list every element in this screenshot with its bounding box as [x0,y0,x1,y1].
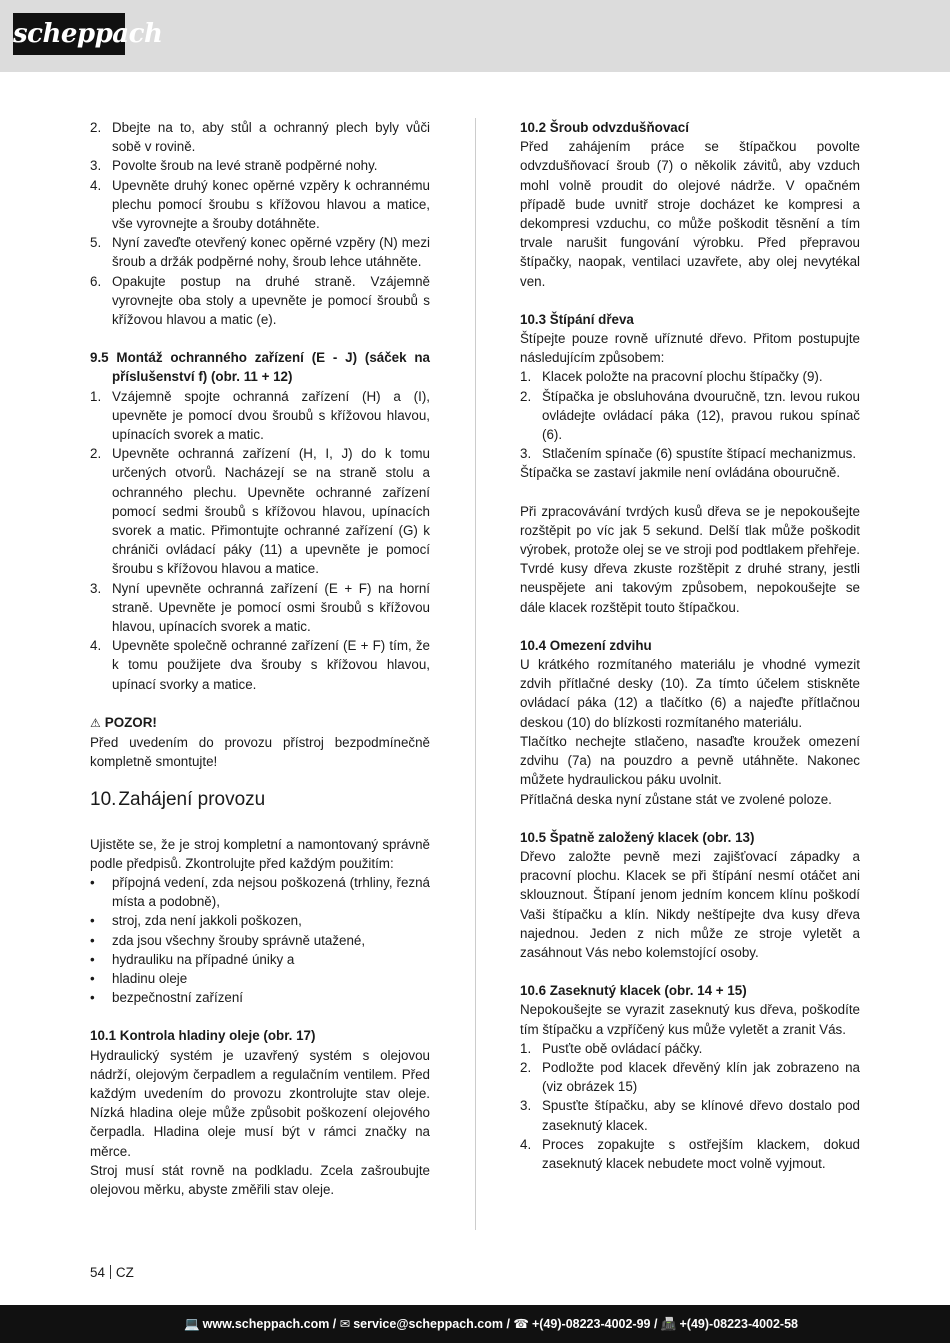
guard-assembly-list [90,387,430,694]
paragraph: Tlačítko nechejte stlačeno, nasaďte kroužek omezení zdvihu (7a) na pouzdro a pevně utáhněte. Nakonec můžete hydraulickou páku uvolnit. [520,733,860,788]
warning-text: Před uvedením do provozu přístroj bezpodmínečně kompletně smontujte! [90,735,430,770]
paragraph: Při zpracovávání tvrdých kusů dřeva se je nepokoušejte rozštěpit po víc jak 5 sekund. Delší tlak může poškodit výrobek, protože olej se ve stroji pod podtlakem přehřeje. Tvrdé kusy dřeva zkuste rozštěpit z druhé strany, jestli neuspějete ani takovým způsobem, nepokoušejte se dále klacek rozštěpit touto štípačkou. [520,503,860,615]
list-item: 3. Stlačením spínače (6) spustíte štípací mechanizmus. [520,446,857,462]
list-item: • bezpečnostní zařízení [90,990,244,1006]
list-item: • stroj, zda není jakkoli poškozen, [90,913,302,929]
list-item: 4. Proces zopakujte s ostřejším klackem, dokud zaseknutý klacek nebudete moct volně vyjmout. [520,1136,860,1171]
list-item: • hydrauliku na případné úniky a [90,951,295,967]
column-divider [475,118,476,1230]
section-heading-10-1: 10.1 Kontrola hladiny oleje (obr. 17) [90,1028,316,1044]
list-item: 2. Dbejte na to, aby stůl a ochranný plech byly vůči sobě v rovině. [90,120,430,155]
section-heading-9-5: 9.5 Montáž ochranného zařízení (E - J) (sáček na příslušenství f) (obr. 11 + 12) [90,350,430,385]
paragraph: Přítlačná deska nyní zůstane stát ve zvolené poloze. [520,791,832,807]
assembly-steps-list [90,118,430,329]
list-item: 3. Nyní upevněte ochranná zařízení (E + F) na horní straně. Upevněte je pomocí osmi šroubů s křížovou hlavou, upínacích svorek a matic. [90,580,430,635]
list-item: • zda jsou všechny šrouby správně utažené, [90,932,366,948]
section-heading-10-6: 10.6 Zaseknutý klacek (obr. 14 + 15) [520,983,747,999]
intro-paragraph: Ujistěte se, že je stroj kompletní a namontovaný správně podle předpisů. Zkontrolujte před každým použitím: [90,836,430,871]
paragraph: Nepokoušejte se vyrazit zaseknutý kus dřeva, poškodíte tím štípačku a vzpříčený kus může vyletět a zranit Vás. [520,1002,860,1037]
warning-icon: ⚠ [90,715,101,730]
phone-icon: ☎ [513,1317,529,1331]
chapter-heading: 10. Zahájení provozu [90,788,266,810]
list-item: 1. Pusťte obě ovládací páčky. [520,1040,703,1056]
mail-icon: ✉ [339,1317,351,1331]
section-heading-10-4: 10.4 Omezení zdvihu [520,637,652,653]
section-heading-10-3: 10.3 Štípání dřeva [520,311,634,327]
list-item: 4. Upevněte společně ochranné zařízení (E + F) tím, že k tomu použijete dva šrouby s křížovou hlavou, upínací svorky a matice. [90,638,430,692]
paragraph: Hydraulický systém je uzavřený systém s olejovou nádrží, olejovým čerpadlem a regulačním ventilem. Před každým uvedením do provozu zkontrolujte stav oleje. Nízká hladina oleje může způsobit poškození olejového čerpadla. Hladina oleje musí být v rámci značky na měrce. [90,1047,430,1159]
paragraph: Stroj musí stát rovně na podkladu. Zcela zašroubujte olejovou měrku, abyste změřili stav oleje. [90,1162,430,1197]
list-item: • přípojná vedení, zda nejsou poškozená (trhliny, řezná místa a podobně), [90,874,430,910]
page-number: 54 [90,1265,105,1280]
list-item: 2. Štípačka je obsluhována dvouručně, tzn. levou rukou ovládejte ovládací páka (12), pravou rukou spínač (6). [520,388,860,443]
language-code: CZ [115,1265,134,1280]
section-heading-10-5: 10.5 Špatně založený klacek (obr. 13) [520,829,755,845]
splitting-steps-list [520,367,860,463]
warning-heading: ⚠ POZOR! [90,714,157,730]
page-header [0,0,950,72]
right-column [520,118,860,1173]
scheppach-logo: scheppach [13,13,125,55]
list-item: 2. Podložte pod klacek dřevěný klín jak zobrazeno na (viz obrázek 15) [520,1059,860,1095]
computer-icon: 💻 [184,1317,200,1331]
list-item: 3. Spusťte štípačku, aby se klínové dřevo dostalo pod zaseknutý klacek. [520,1098,860,1133]
section-heading-10-2: 10.2 Šroub odvzdušňovací [520,120,689,135]
paragraph: U krátkého rozmítaného materiálu je vhodné vymezit zdvih přítlačné desky (10). Za tímto účelem stiskněte ovládací páka (12) a tlačítko (6) a najeďte přítlačnou deskou (10) do blízkosti rozmítaného materiálu. [520,657,860,730]
list-item: 1. Klacek položte na pracovní plochu štípačky (9). [520,369,823,385]
fax-number: +(49)-08223-4002-58 [679,1317,798,1331]
list-item: 2. Upevněte ochranná zařízení (H, I, J) do k tomu určených otvorů. Nacházejí se na straně stolu a ochranného plechu. Upevněte ochranné zařízení pomocí sedmi šroubů s křížovou hlavou, upínacích svorek a matic. Přimontujte ochranné zařízení (G) k chrániči ovládací páky (11) a upevněte je pomocí šroubu s křížovou hlavou a matice. [90,446,430,577]
paragraph: Štípačka se zastaví jakmile není ovládána obouručně. [520,465,841,481]
list-item: 1. Vzájemně spojte ochranná zařízení (H) a (I), upevněte je pomocí dvou šroubů s křížovou hlavou, upínacích svorek a matic. [90,388,430,443]
list-item: 4. Upevněte druhý konec opěrné vzpěry k ochrannému plechu pomocí šroubu s křížovou hlavou a matice, vše vyrovnejte a šrouby dotáhněte. [90,177,430,232]
list-item: 3. Povolte šroub na levé straně podpěrné nohy. [90,158,378,174]
list-item: • hladinu oleje [90,970,188,986]
stuck-log-steps-list [520,1039,860,1173]
phone-number: +(49)-08223-4002-99 [532,1317,651,1331]
paragraph: Dřevo založte pevně mezi zajišťovací západky a pracovní plochu. Klacek se při štípání nesmí otáčet ani sklouznout. Štípaní jenom jedním koncem klínu poškodí Vaši štípačku a klín. Nikdy neštípejte dva kusy dřeva najednou. Jeden z nich může ze stroje vyletět a zasáhnout Vás nebo kolemstojící osoby. [520,848,860,960]
check-list [90,873,430,1007]
website-link[interactable]: www.scheppach.com [202,1317,330,1331]
page-number-label [90,1265,134,1280]
list-item: 5. Nyní zaveďte otevřený konec opěrné vzpěry (N) mezi šroub a držák podpěrné nohy, šroub lehce utáhněte. [90,235,430,270]
left-column [90,118,430,1199]
paragraph: Štípejte pouze rovně uříznuté dřevo. Přitom postupujte následujícím způsobem: [520,331,860,366]
paragraph: Před zahájením práce se štípačkou povolte odvzdušňovací šroub (7) o několik závitů, aby vzduch mohl volně proudit do olejové nádrže. V opačném případě bude uvnitř stroje docházet ke kompresi a dekompresi vzduchu, co může poškodit těsnění a tím trvale narušit fungování výrobku. Před přepravou štípačky, naopak, ventilaci uzavřete, aby olej nevytékal ven. [520,139,860,289]
contact-footer: 💻 www.scheppach.com / ✉ service@scheppach.com / ☎ +(49)-08223-4002-99 / 📠 +(49)-08223-4002-58 [0,1305,950,1343]
fax-icon: 📠 [660,1317,677,1331]
email-link[interactable]: service@scheppach.com [353,1317,503,1331]
list-item: 6. Opakujte postup na druhé straně. Vzájemně vyrovnejte oba stoly a upevněte je pomocí šroubů s křížovou hlavou a matic (e). [90,273,430,328]
